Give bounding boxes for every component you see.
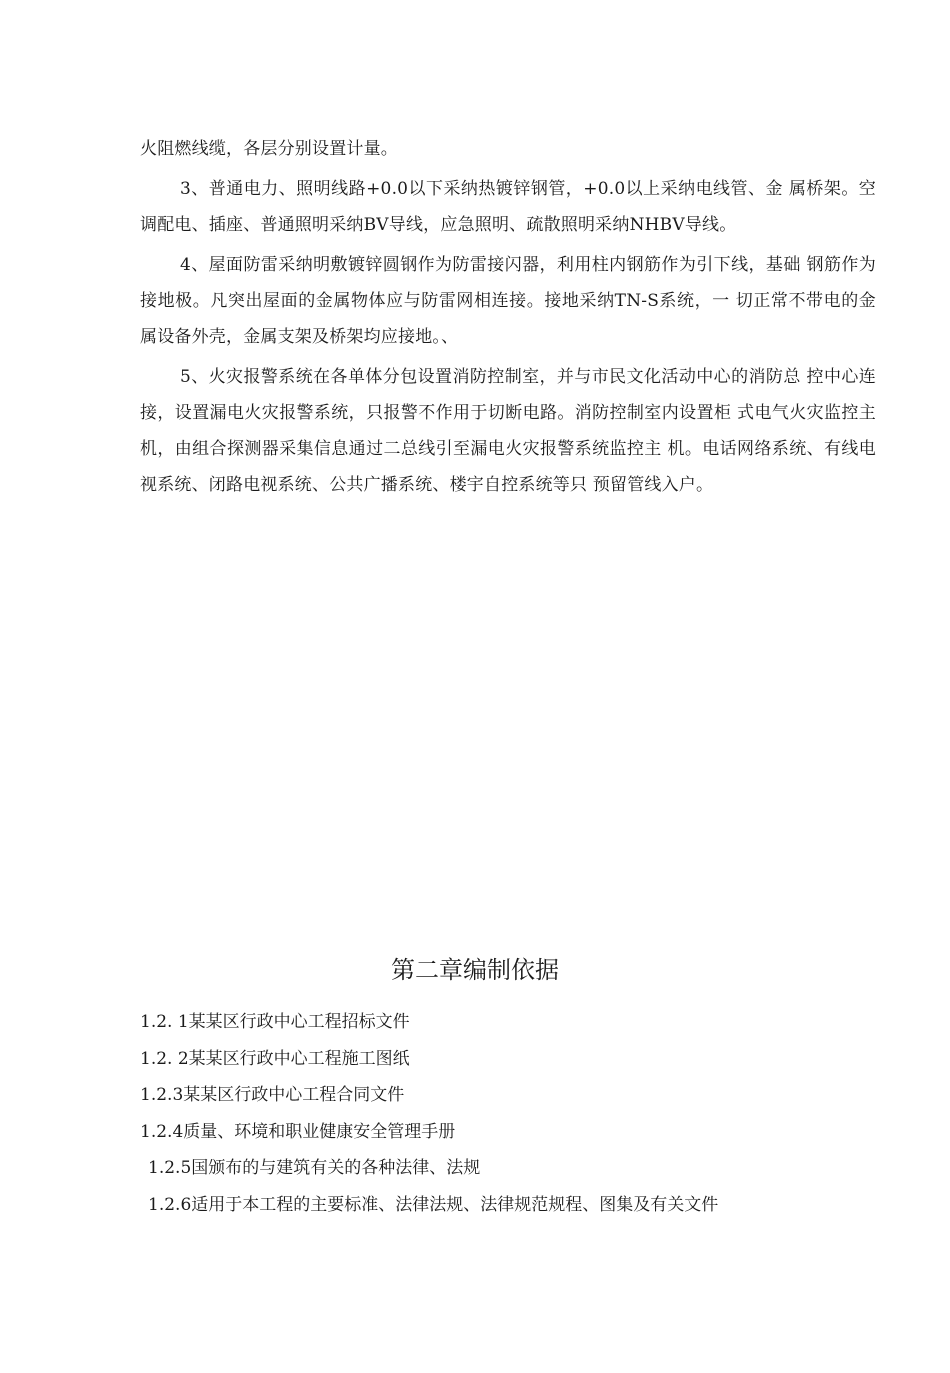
paragraph-continued: 火阻燃线缆，各层分别设置计量。 — [140, 139, 398, 159]
paragraph-fire-alarm: 5、火灾报警系统在各单体分包设置消防控制室，并与市民文化活动中心的消防总 控中心连接，设置漏电火灾报警系统，只报警不作用于切断电路。消防控制室内设置柜 式电气火灾监控主机，由组合探测器采集信息通过二总线引至漏电火灾报警系统监控主 机。电话网络系统、有线电视系统、闭路电视系统、公共广播系统、楼宇自控系统等只 预留管线入户。 — [140, 367, 876, 495]
paragraph-lightning-protection: 4、屋面防雷采纳明敷镀锌圆钢作为防雷接闪器，利用柱内钢筋作为引下线，基础 钢筋作为接地极。凡突出屋面的金属物体应与防雷网相连接。接地采纳TN-S系统，一 切正常不带电的金属设备外壳，金属支架及桥架均应接地。、 — [140, 255, 876, 347]
list-item: 1.2.4质量、环境和职业健康安全管理手册 — [140, 1121, 456, 1142]
list-item: 1.2. 2某某区行政中心工程施工图纸 — [140, 1048, 410, 1069]
basis-list — [140, 1004, 876, 1224]
body-text — [140, 131, 876, 507]
list-item: 1.2.3某某区行政中心工程合同文件 — [140, 1085, 405, 1106]
list-item: 1.2.5国颁布的与建筑有关的各种法律、法规 — [148, 1158, 481, 1179]
paragraph-wiring: 3、普通电力、照明线路+0.0以下采纳热镀锌钢管，+0.0以上采纳电线管、金 属桥架。空调配电、插座、普通照明采纳BV导线，应急照明、疏散照明采纳NHBV导线。 — [140, 179, 876, 235]
list-item: 1.2. 1某某区行政中心工程招标文件 — [140, 1012, 410, 1032]
chapter-title: 第二章编制依据 — [391, 956, 559, 984]
list-item: 1.2.6适用于本工程的主要标准、法律法规、法律规范规程、图集及有关文件 — [148, 1194, 719, 1215]
